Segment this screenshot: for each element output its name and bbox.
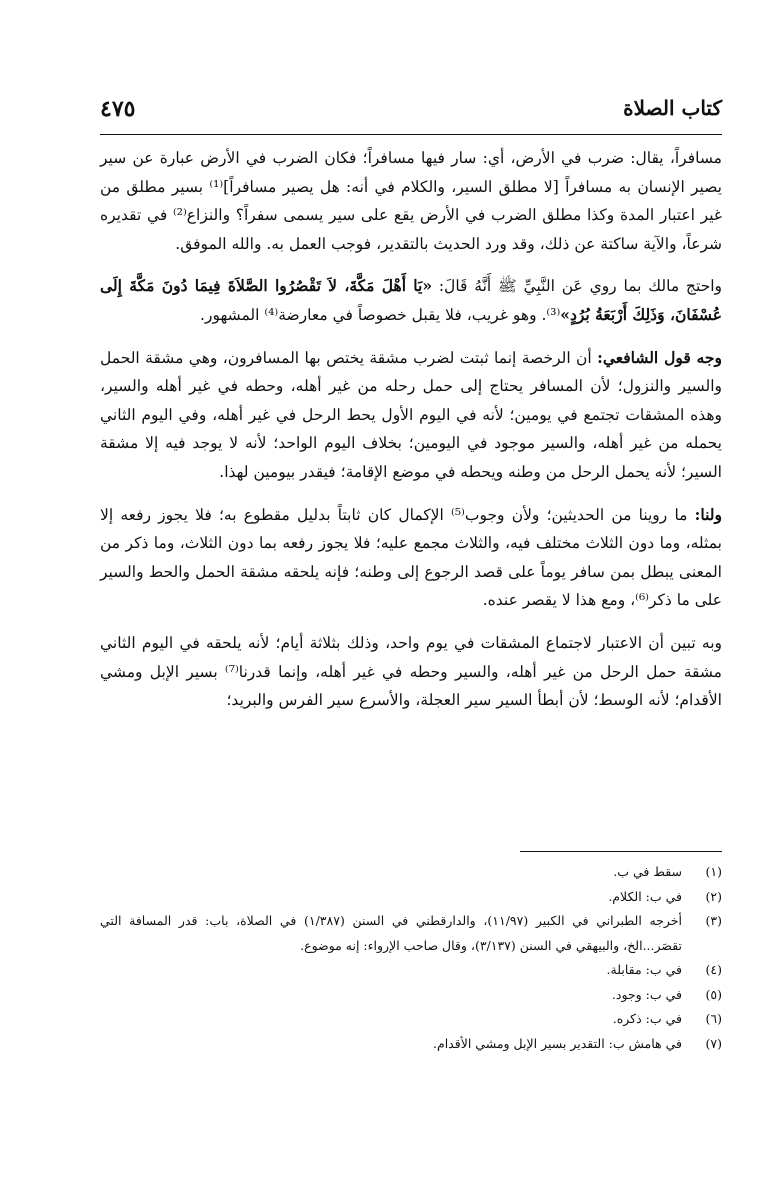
footnote-text: في ب: ذكره. bbox=[612, 1011, 682, 1026]
paragraph-text: ما روينا من الحديثين؛ ولأن وجوب⁽⁵⁾ الإكمال كان ثابتاً بدليل مقطوع به؛ فلا يجوز رفعه إلا بمثله، وما دون الثلاث مختلف فيه، والثلاث مجمع عليه؛ فلا يجوز رفعه بما دون الثلاث، وما ذكر من المعنى يبطل بمن سافر يوماً على قصد الرجوع إلى وطنه؛ فإنه يلحقه مشقة الحمل والحط والسير على ما ذكر⁽⁶⁾، ومع هذا لا يقصر عنده. bbox=[100, 505, 722, 610]
footnote-text: أخرجه الطبراني في الكبير (١١/٩٧)، والدارقطني في السنن (١/٣٨٧) في الصلاة، باب: قدر المسافة التي تقصَر...الخ، والبيهقي في السنن (٣/١٣٧)، وقال صاحب الإرواء: إنه موضوع. bbox=[100, 913, 683, 953]
header-rule bbox=[100, 134, 722, 135]
page-header bbox=[100, 92, 722, 132]
paragraph-1 bbox=[100, 144, 722, 258]
footnote-number: (٧) bbox=[705, 1035, 722, 1051]
running-title: كتاب الصلاة bbox=[623, 96, 722, 120]
footnote bbox=[100, 983, 722, 1008]
footnote-number: (٦) bbox=[705, 1011, 722, 1026]
paragraph-text: واحتج مالك بما روي عَن النَّبِيِّ ﷺ أَنَّهُ قَالَ: bbox=[432, 277, 722, 296]
paragraph-lead: وجه قول الشافعي: bbox=[597, 347, 722, 367]
footnote-number: (١) bbox=[705, 864, 722, 879]
footnote bbox=[100, 1032, 722, 1057]
footnote-number: (٤) bbox=[705, 962, 722, 977]
footnote-number: (٢) bbox=[705, 888, 722, 904]
footnote bbox=[100, 885, 722, 910]
main-text bbox=[100, 144, 722, 729]
footnote bbox=[100, 1007, 722, 1032]
footnote bbox=[100, 909, 722, 958]
footnote-text: في هامش ب: التقدير بسير الإبل ومشي الأقدام. bbox=[432, 1035, 682, 1051]
footnote-text: سقط في ب. bbox=[613, 864, 682, 879]
footnote-rule bbox=[520, 851, 722, 852]
footnotes bbox=[100, 860, 722, 1056]
paragraph-text: أن الرخصة إنما ثبتت لضرب مشقة يختص بها المسافرون، وهي مشقة الحمل والسير والنزول؛ لأن المسافر يحتاج إلى حمل رحله من غير أهله، وحطه في غير أهله والسير، وهذه المشقات تجتمع في يومين؛ لأنه في اليوم الأول يحط الرحل في غير أهله، وفي اليوم الثاني يحمله من غير أهله، والسير موجود في اليومين؛ بخلاف اليوم الواحد؛ لأنه لا يوجد فيه إلا مشقة السير؛ لأنه يحمل الرحل من وطنه ويحطه في موضع الإقامة؛ فيقدر بيومين لهذا. bbox=[100, 348, 722, 481]
paragraph-2 bbox=[100, 272, 722, 329]
hadith-quote: «يَا أَهْلَ مَكَّةَ، لاَ تَقْصُرُوا الصَّلاَةَ فِيمَا دُونَ مَكَّةَ إِلَى عُسْفَانَ، وَذَلِكَ أَرْبَعَةُ بُرُدٍ» bbox=[100, 276, 722, 324]
paragraph-text: مسافراً، يقال: ضرب في الأرض، أي: سار فيها مسافراً؛ فكان الضرب في الأرض عبارة عن سير يصير الإنسان به مسافراً [لا مطلق السير، والكلام في أنه: هل يصير مسافراً]⁽¹⁾ بسير مطلق من غير اعتبار المدة وكذا مطلق الضرب في الأرض يقع على سير يسمى سفراً؟ والنزاع⁽²⁾ في تقديره شرعاً، والآية ساكتة عن ذلك، وقد ورد الحديث بالتقدير، فوجب العمل به. والله الموفق. bbox=[100, 149, 722, 253]
paragraph-text: ⁽³⁾. وهو غريب، فلا يقبل خصوصاً في معارضة⁽⁴⁾ المشهور. bbox=[200, 305, 561, 324]
footnote-text: في ب: مقابلة. bbox=[606, 962, 682, 977]
footnote-number: (٥) bbox=[705, 986, 722, 1002]
footnote bbox=[100, 860, 722, 885]
paragraph-4 bbox=[100, 501, 722, 615]
footnote-text: في ب: الكلام. bbox=[608, 888, 682, 904]
footnote-text: في ب: وجود. bbox=[611, 986, 682, 1002]
paragraph-lead: ولنا: bbox=[694, 504, 722, 524]
footnote bbox=[100, 958, 722, 983]
footnote-number: (٣) bbox=[705, 913, 722, 928]
paragraph-text: وبه تبين أن الاعتبار لاجتماع المشقات في يوم واحد، وذلك بثلاثة أيام؛ لأنه يلحقه في اليوم الثاني مشقة حمل الرحل من غير أهله، والسير وحطه في غير أهله، وإنما قدرنا⁽⁷⁾ بسير الإبل ومشي الأقدام؛ لأنه الوسط؛ لأن أبطأ السير سير العجلة، والأسرع سير الفرس والبريد؛ bbox=[100, 633, 722, 710]
paragraph-5 bbox=[100, 629, 722, 715]
page-number: ٤٧٥ bbox=[100, 96, 136, 122]
paragraph-3 bbox=[100, 344, 722, 487]
